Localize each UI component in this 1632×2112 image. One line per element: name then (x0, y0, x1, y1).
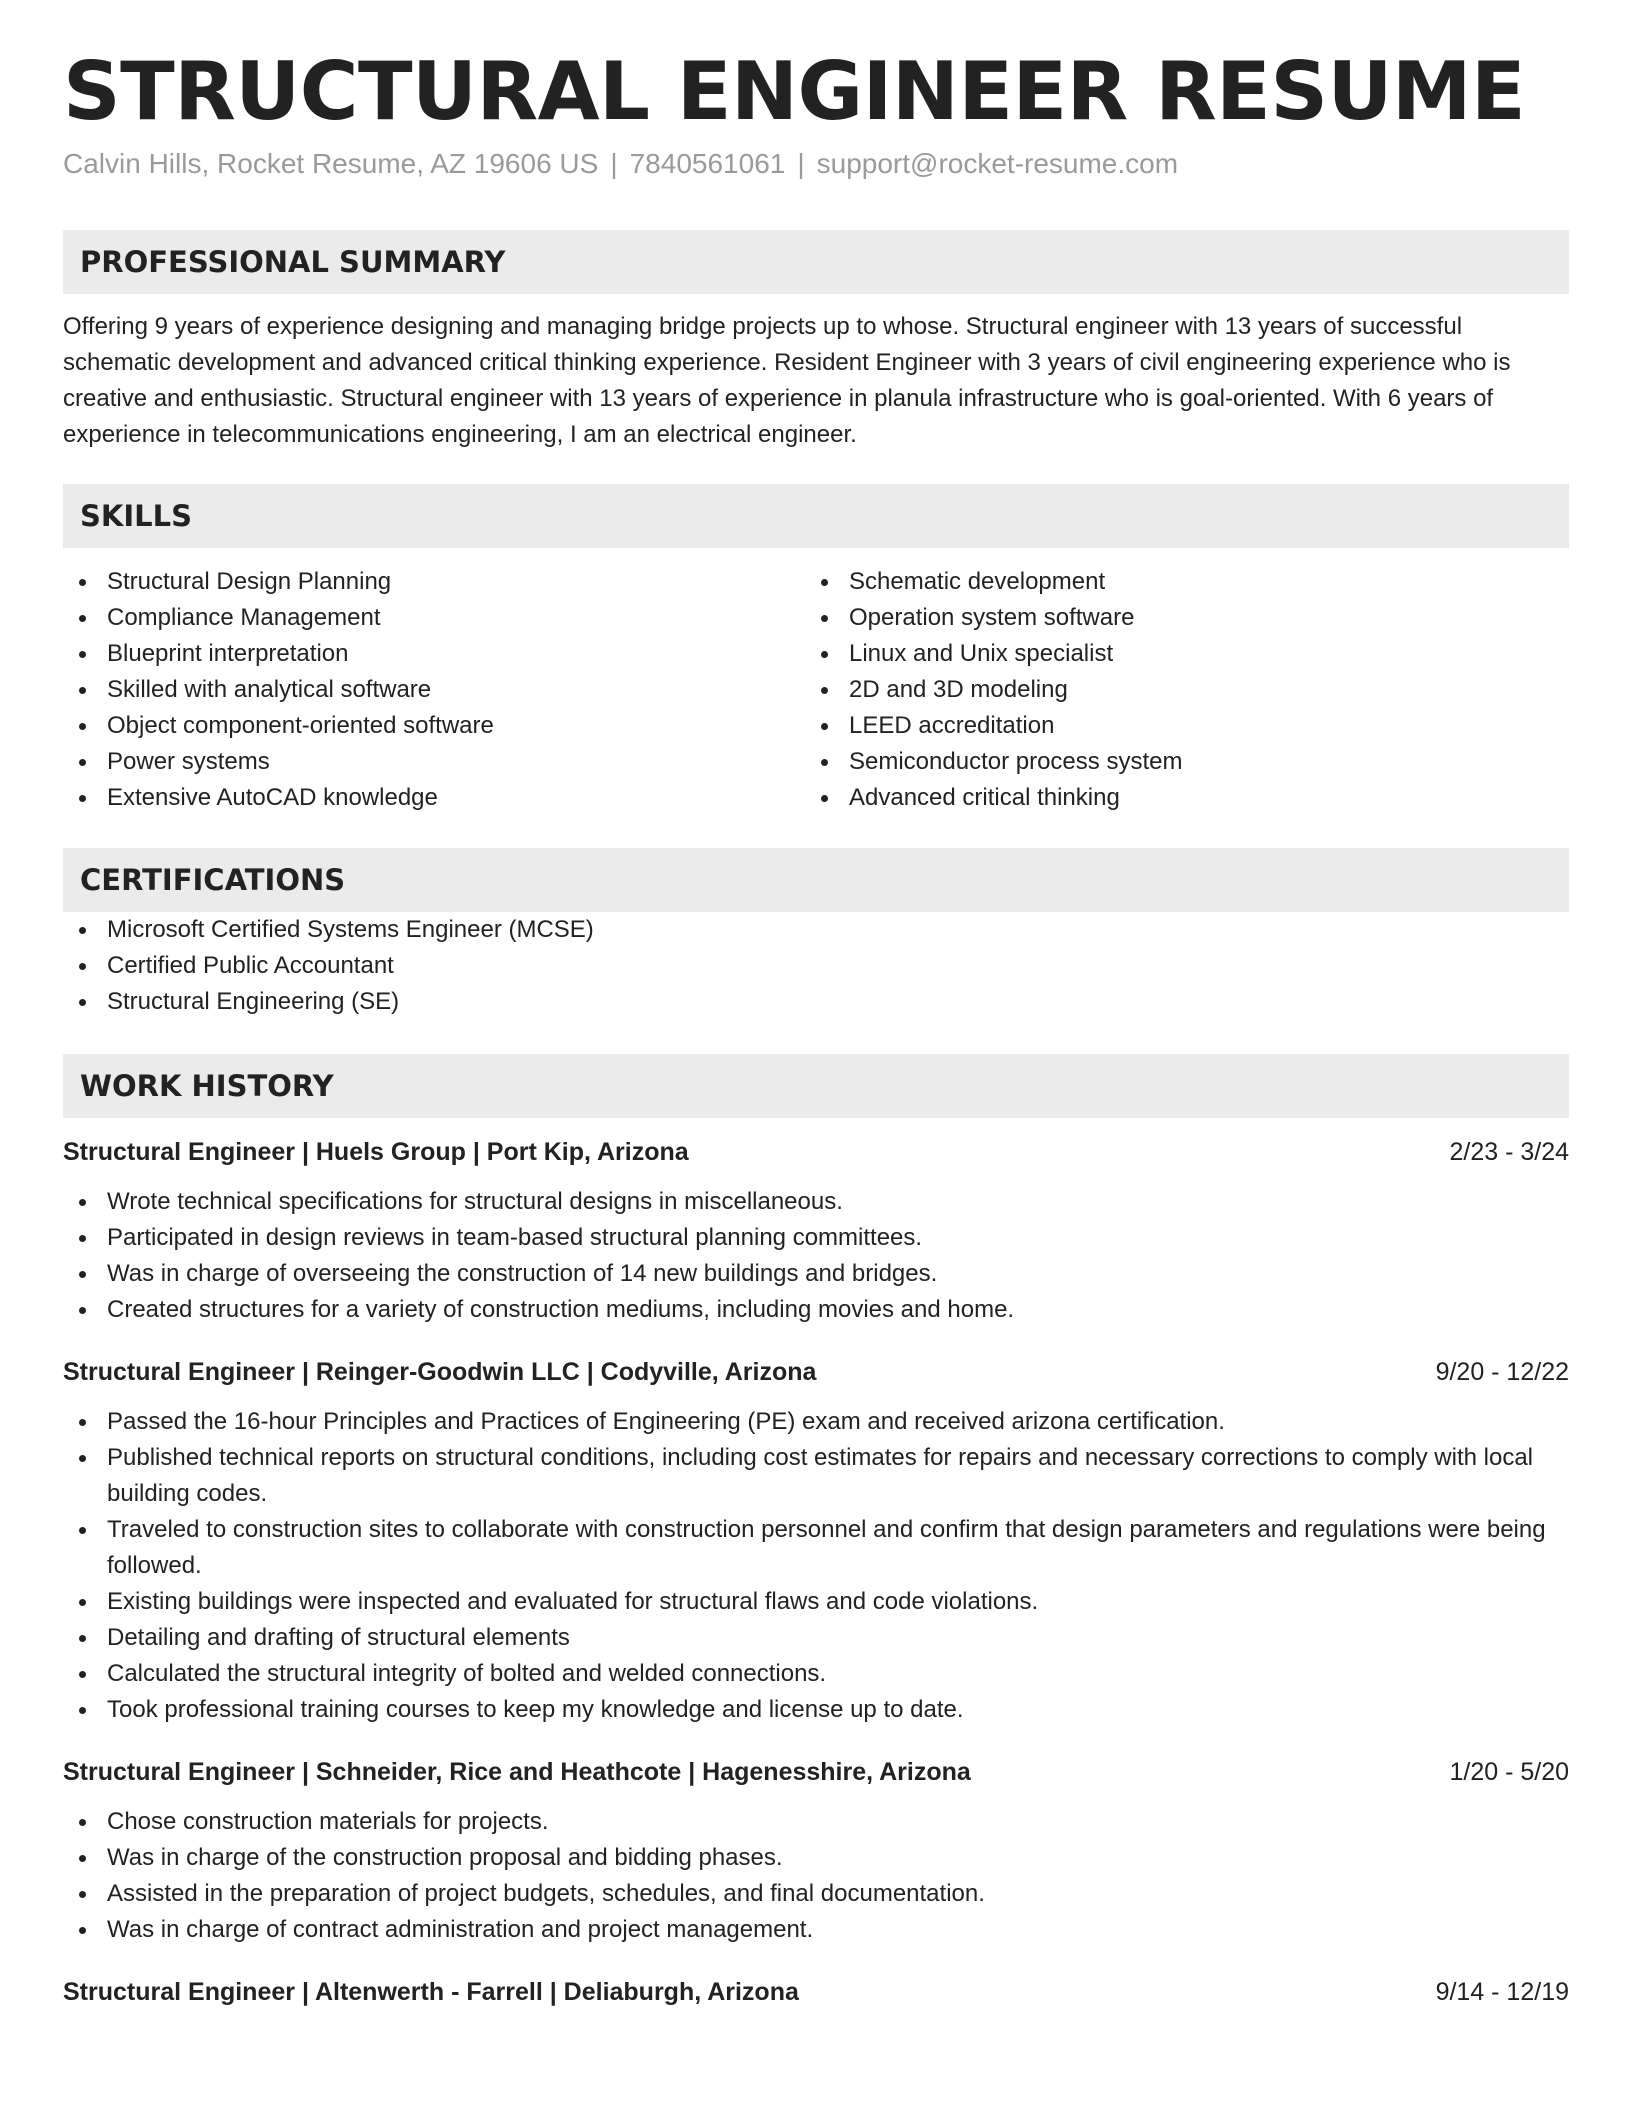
job-bullet: Wrote technical specifications for structural designs in miscellaneous. (63, 1184, 1569, 1220)
job-bullet: Detailing and drafting of structural elements (63, 1620, 1569, 1656)
skill-item: Advanced critical thinking (805, 780, 1547, 816)
skill-item: Structural Design Planning (63, 564, 805, 600)
skill-item: Skilled with analytical software (63, 672, 805, 708)
skill-item: Linux and Unix specialist (805, 636, 1547, 672)
contact-phone: 7840561061 (629, 148, 786, 179)
job-header (63, 1974, 1569, 2010)
job-title: Structural Engineer | Reinger-Goodwin LLC | Codyville, Arizona (63, 1358, 817, 1386)
job-bullet: Assisted in the preparation of project budgets, schedules, and final documentation. (63, 1876, 1569, 1912)
section-header-work-history: WORK HISTORY (63, 1054, 1569, 1118)
job-entry (63, 1754, 1569, 1948)
skills-list-left (63, 564, 805, 816)
contact-separator: | (610, 148, 618, 179)
skills-list-right (805, 564, 1547, 816)
job-entry (63, 1134, 1569, 1328)
job-bullet: Took professional training courses to keep my knowledge and license up to date. (63, 1692, 1569, 1728)
contact-separator: | (797, 148, 805, 179)
contact-address: Calvin Hills, Rocket Resume, AZ 19606 US (63, 148, 599, 179)
section-header-summary: PROFESSIONAL SUMMARY (63, 230, 1569, 294)
job-bullet: Was in charge of contract administration and project management. (63, 1912, 1569, 1948)
section-header-certifications: CERTIFICATIONS (63, 848, 1569, 912)
job-entry (63, 1974, 1569, 2010)
job-dates: 2/23 - 3/24 (1449, 1138, 1569, 1166)
summary-text: Offering 9 years of experience designing and managing bridge projects up to whose. Structural engineer with 13 years of successful schematic development and advanced critical thinking experience. Resident Engineer with 3 years of civil engineering experience who is creative and enthusiastic. Structural engineer with 13 years of experience in planula infrastructure who is goal-oriented. With 6 years of experience in telecommunications engineering, I am an electrical engineer. (63, 313, 1511, 448)
job-bullet: Was in charge of overseeing the construction of 14 new buildings and bridges. (63, 1256, 1569, 1292)
skill-item: Semiconductor process system (805, 744, 1547, 780)
job-bullet: Passed the 16-hour Principles and Practices of Engineering (PE) exam and received arizona certification. (63, 1404, 1569, 1440)
job-header (63, 1354, 1569, 1390)
job-bullets (63, 1804, 1569, 1948)
job-title: Structural Engineer | Huels Group | Port Kip, Arizona (63, 1138, 689, 1166)
contact-email: support@rocket-resume.com (816, 148, 1179, 179)
contact-line (63, 148, 1569, 180)
job-bullet: Participated in design reviews in team-based structural planning committees. (63, 1220, 1569, 1256)
skill-item: Blueprint interpretation (63, 636, 805, 672)
job-title: Structural Engineer | Schneider, Rice and Heathcote | Hagenesshire, Arizona (63, 1758, 971, 1786)
job-bullets (63, 1184, 1569, 1328)
skill-item: Extensive AutoCAD knowledge (63, 780, 805, 816)
resume-title: STRUCTURAL ENGINEER RESUME (63, 45, 1526, 138)
job-bullet: Traveled to construction sites to collaborate with construction personnel and confirm that design parameters and regulations were being followed. (63, 1512, 1569, 1584)
skill-item: Schematic development (805, 564, 1547, 600)
job-dates: 9/20 - 12/22 (1435, 1358, 1569, 1386)
certification-item: Microsoft Certified Systems Engineer (MCSE) (63, 912, 1569, 948)
job-dates: 9/14 - 12/19 (1435, 1978, 1569, 2006)
skill-item: Object component-oriented software (63, 708, 805, 744)
skill-item: LEED accreditation (805, 708, 1547, 744)
job-bullets (63, 1404, 1569, 1728)
skills-grid (63, 564, 1569, 816)
job-bullet: Calculated the structural integrity of bolted and welded connections. (63, 1656, 1569, 1692)
job-header (63, 1754, 1569, 1790)
skill-item: Power systems (63, 744, 805, 780)
job-dates: 1/20 - 5/20 (1449, 1758, 1569, 1786)
skill-item: 2D and 3D modeling (805, 672, 1547, 708)
job-header (63, 1134, 1569, 1170)
job-bullet: Was in charge of the construction proposal and bidding phases. (63, 1840, 1569, 1876)
certifications-list (63, 912, 1569, 1020)
resume-content (63, 45, 1569, 2010)
job-bullet: Existing buildings were inspected and evaluated for structural flaws and code violations. (63, 1584, 1569, 1620)
skill-item: Compliance Management (63, 600, 805, 636)
job-title: Structural Engineer | Altenwerth - Farrell | Deliaburgh, Arizona (63, 1978, 799, 2006)
certification-item: Structural Engineering (SE) (63, 984, 1569, 1020)
job-bullet: Created structures for a variety of construction mediums, including movies and home. (63, 1292, 1569, 1328)
job-bullet: Published technical reports on structural conditions, including cost estimates for repairs and necessary corrections to comply with local building codes. (63, 1440, 1569, 1512)
skill-item: Operation system software (805, 600, 1547, 636)
job-bullet: Chose construction materials for projects. (63, 1804, 1569, 1840)
job-entry (63, 1354, 1569, 1728)
certification-item: Certified Public Accountant (63, 948, 1569, 984)
section-header-skills: SKILLS (63, 484, 1569, 548)
